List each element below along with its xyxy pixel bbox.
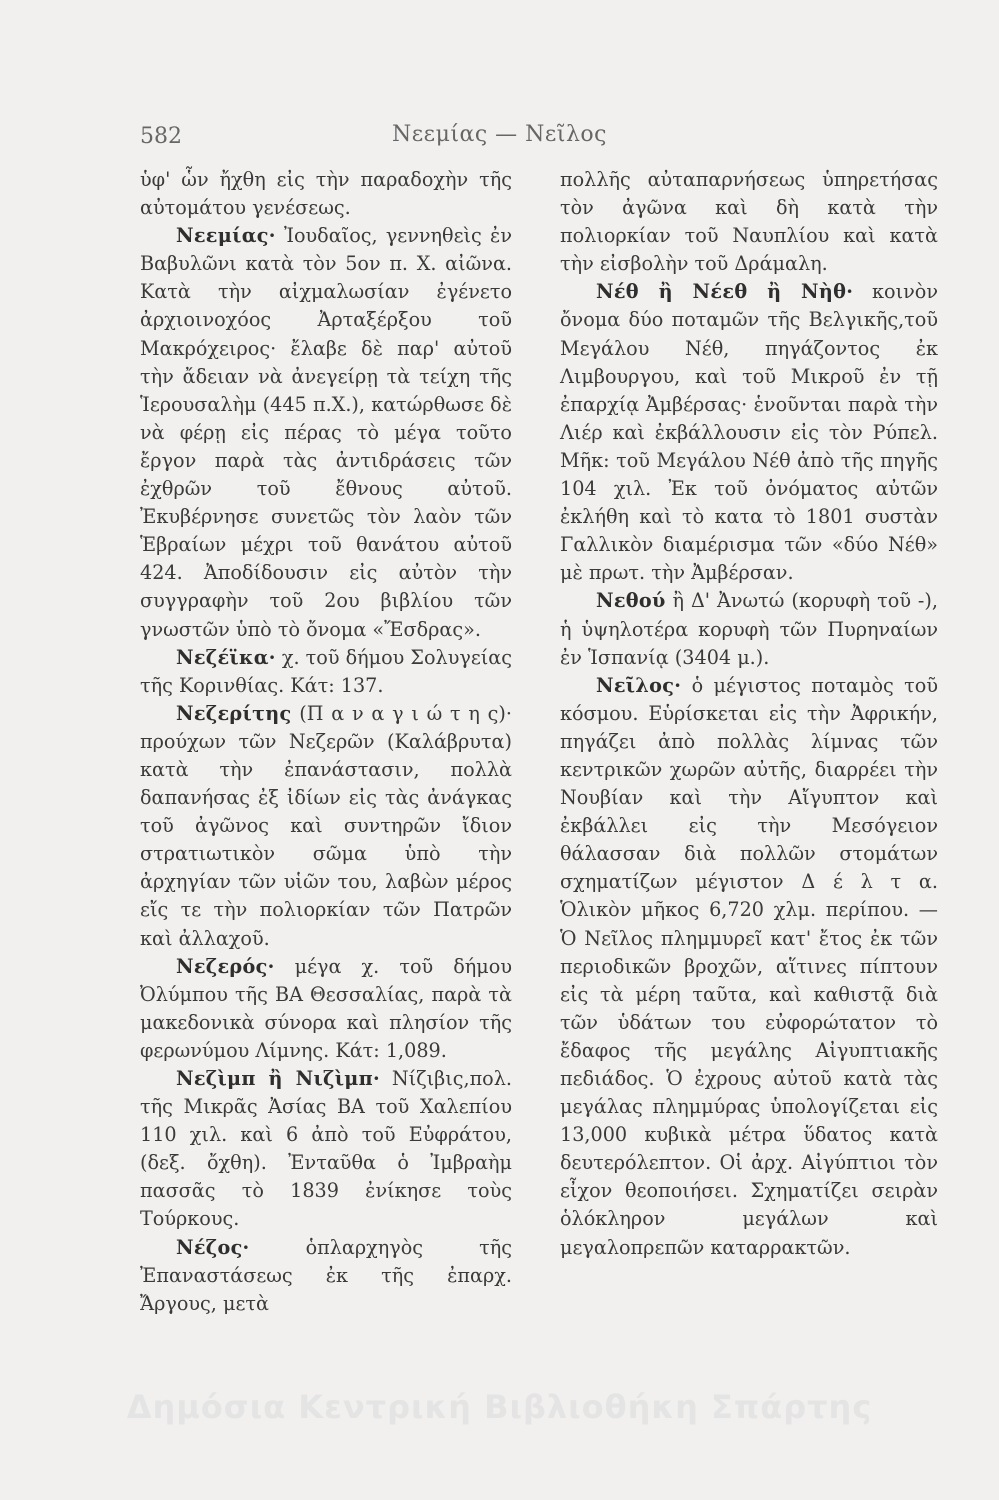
continuation-text: πολλῆς αὐταπαρνήσεως ὑπηρετήσας τὸν ἀγῶνα καὶ δὴ κατὰ τὴν πολιορκίαν τοῦ Ναυπλίου καὶ κατὰ τὴν εἰσβολὴν τοῦ Δράμαλη.: [560, 168, 938, 276]
entry-headword: Νεθού: [596, 589, 666, 613]
entry: [560, 587, 938, 671]
entry-text: χ. τοῦ δήμου Σολυγείας τῆς Κορινθίας. Κάτ: 137.: [140, 645, 513, 697]
entry-headword: Νεζερός·: [176, 954, 275, 978]
entry: [140, 700, 512, 953]
entry: [560, 672, 938, 1262]
entry: [560, 278, 938, 587]
entry-text: Ἰουδαῖος, γεννηθεὶς ἐν Βαβυλῶνι κατὰ τὸν 5ον π. Χ. αἰῶνα. Κατὰ τὴν αἰχμαλωσίαν ἐγένετο ἀρχιοινοχόος Ἀρταξέρξου τοῦ Μακρόχειρος· ἔλαβε δὲ παρ' αὐτοῦ τὴν ἄδειαν νὰ ἀνεγείρῃ τὰ τείχη τῆς Ἱερουσαλὴμ (445 π.Χ.), κατώρθωσε δὲ νὰ φέρῃ εἰς πέρας τὸ μέγα τοῦτο ἔργον παρὰ τὰς ἀντιδράσεις τῶν ἐχθρῶν τοῦ ἔθνους αὐτοῦ. Ἐκυβέρνησε συνετῶς τὸν λαὸν τῶν Ἑβραίων μέχρι τοῦ θανάτου αὐτοῦ 424. Ἀποδίδουσιν εἰς αὐτὸν τὴν συγγραφὴν τοῦ 2ου βιβλίου τῶν γνωστῶν ὑπὸ τὸ ὄνομα «Ἔσδρας».: [140, 224, 512, 641]
page-number: 582: [140, 124, 182, 149]
continuation-text: ὑφ' ὧν ἤχθη εἰς τὴν παραδοχὴν τῆς αὐτομάτου γενέσεως.: [140, 168, 512, 220]
entry-text: ὁ μέγιστος ποταμὸς τοῦ κόσμου. Εὑρίσκεται εἰς τὴν Ἀφρικήν, πηγάζει ἀπὸ πολλὰς λίμνας τῶν κεντρικῶν χωρῶν αὐτῆς, διαρρέει τὴν Νουβίαν καὶ τὴν Αἴγυπτον καὶ ἐκβάλλει εἰς τὴν Μεσόγειον θάλασσαν διὰ πολλῶν στομάτων σχηματίζων μέγιστον Δ έ λ τ α. Ὁλικὸν μῆκος 6,720 χλμ. περίπου. — Ὁ Νεῖλος πλημμυρεῖ κατ' ἔτος ἐκ τῶν περιοδικῶν βροχῶν, αἵτινες πίπτουν εἰς τὰ μέρη ταῦτα, καὶ καθιστᾷ διὰ τῶν ὑδάτων του εὐφορώτατον τὸ ἔδαφος τῆς μεγάλης Αἰγυπτιακῆς πεδιάδος. Ὁ ἐχρους αὐτοῦ κατὰ τὰς μεγάλας πλημμύρας ὑπολογίζεται εἰς 13,000 κυβικὰ μέτρα ὕδατος κατὰ δευτερόλεπτον. Οἱ ἀρχ. Αἰγύπτιοι τὸν εἶχον θεοποιήσει. Σχηματίζει σειρὰν ὁλόκληρον μεγάλων καὶ μεγαλοπρεπῶν καταρρακτῶν.: [560, 673, 938, 1259]
entry: [140, 222, 512, 643]
entry-headword: Νεῖλος·: [596, 673, 682, 697]
entry-headword: Νέθ ἢ Νέεθ ἢ Νὴθ·: [596, 280, 854, 304]
entry-headword: Νεεμίας·: [176, 224, 276, 248]
right-column: [560, 166, 938, 1262]
entry-headword: Νέζος·: [176, 1235, 250, 1259]
entry: [140, 1234, 512, 1318]
entry-text: Νίζιβις,πολ. τῆς Μικρᾶς Ἀσίας ΒΑ τοῦ Χαλεπίου 110 χιλ. καὶ 6 ἀπὸ τοῦ Εὐφράτου, (δεξ. ὄχθη). Ἐνταῦθα ὁ Ἰμβραὴμ πασσᾶς τὸ 1839 ἐνίκησε τοὺς Τούρκους.: [140, 1067, 512, 1231]
entry-text: ὁπλαρχηγὸς τῆς Ἐπαναστάσεως ἐκ τῆς ἐπαρχ. Ἄργους, μετὰ: [140, 1235, 512, 1315]
entry-text: (Π α ν α γ ι ώ τ η ς)· προύχων τῶν Νεζερῶν (Καλάβρυτα) κατὰ τὴν ἐπανάστασιν, πολλὰ δαπανήσας ἐξ ἰδίων εἰς τὰς ἀνάγκας τοῦ ἀγῶνος καὶ συντηρῶν ἴδιον στρατιωτικὸν σῶμα ὑπὸ τὴν ἀρχηγίαν τῶν υἱῶν του, λαβὼν μέρος εἴς τε τὴν πολιορκίαν τῶν Πατρῶν καὶ ἀλλαχοῦ.: [140, 701, 512, 950]
entry: [140, 1065, 512, 1234]
entry: [140, 953, 512, 1065]
entry-text: κοινὸν ὄνομα δύο ποταμῶν τῆς Βελγικῆς,τοῦ Μεγάλου Νέθ, πηγάζοντος ἐκ Λιμβουργου, καὶ τοῦ Μικροῦ ἐν τῇ ἐπαρχίᾳ Ἀμβέρσας· ἑνοῦνται παρὰ τὴν Λιέρ καὶ ἐκβάλλουσιν εἰς τὸν Ρύπελ. Μῆκ: τοῦ Μεγάλου Νέθ ἀπὸ τῆς πηγῆς 104 χιλ. Ἐκ τοῦ ὀνόματος αὐτῶν ἐκλήθη καὶ τὸ κατα τὸ 1801 συστὰν Γαλλικὸν διαμέρισμα τῶν «δύο Νέθ» μὲ πρωτ. τὴν Ἀμβέρσαν.: [560, 280, 938, 585]
entry-headword: Νεζερίτης: [176, 701, 292, 725]
entry-headword: Νεζὶμπ ἢ Νιζὶμπ·: [176, 1067, 380, 1090]
running-head: [0, 118, 999, 158]
page-title: Νεεμίας — Νεῖλος: [392, 122, 607, 147]
entry: [140, 644, 512, 700]
left-column: [140, 166, 512, 1318]
entry-text: μέγα χ. τοῦ δήμου Ὀλύμπου τῆς ΒΑ Θεσσαλίας, παρὰ τὰ μακεδονικὰ σύνορα καὶ πλησίον τῆς φερωνύμου Λίμνης. Κάτ: 1,089.: [140, 954, 512, 1062]
entry-text: ἢ Δ' Ἀνωτώ (κορυφὴ τοῦ -), ἡ ὑψηλοτέρα κορυφὴ τῶν Πυρηναίων ἐν Ἱσπανίᾳ (3404 μ.).: [560, 589, 938, 669]
library-watermark: Δημόσια Κεντρική Βιβλιοθήκη Σπάρτης: [126, 1388, 873, 1426]
entry-headword: Νεζέϊκα·: [176, 645, 276, 669]
